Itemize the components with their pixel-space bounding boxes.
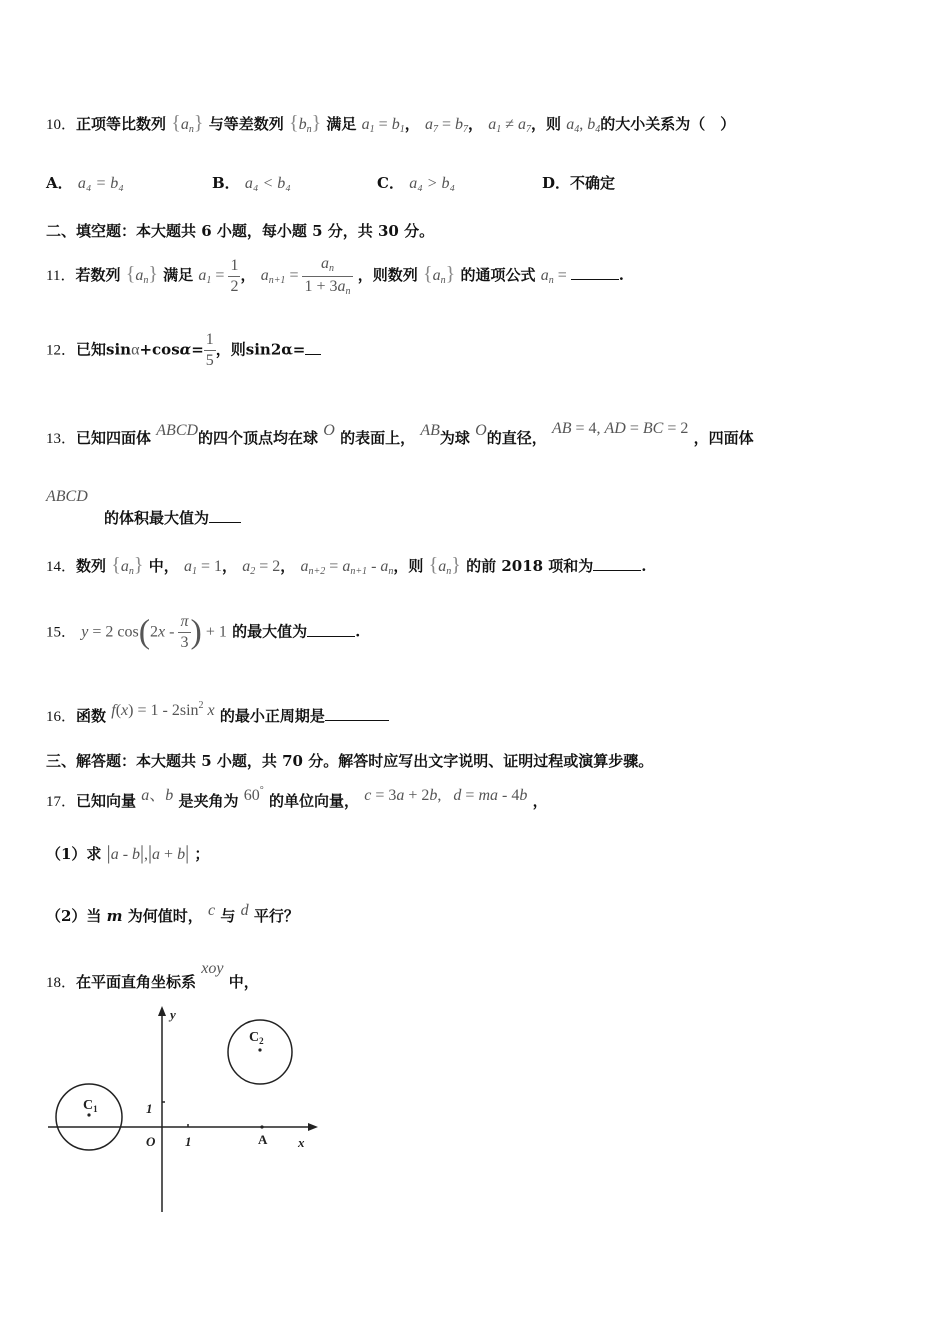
section-3-heading: 三、解答题：本大题共 5 小题，共 70 分。解答时应写出文字说明、证明过程或演算步骤。 — [46, 752, 654, 770]
circle-c1-center — [87, 1113, 90, 1116]
question-17-part-1: （1）求 |a - b|,|a + b| ； — [46, 842, 210, 864]
coordinate-figure — [44, 1000, 334, 1220]
question-11: 11．若数列 $\{a_n\}$ 满足 $a_1$ = $\frac{1}{2}$ ， $a_{n+1}$ = $\frac{a_n}{1 + 3a_n}$ ，则数列 $\{a_n\}$ 的通项公式 $a_n$ = . — [46, 255, 624, 297]
question-12: 12．已知sinα+cosα= $\frac{1}{5}$ ，则sin2α= — [46, 330, 321, 371]
option-d: D．不确定 — [542, 174, 616, 192]
question-16: 16．函数 $f(x) = 1 - 2\sin^2$ x 的最小正周期是 — [46, 700, 389, 726]
y-tick-label: 1 — [146, 1101, 153, 1116]
y-axis-label: y — [170, 1007, 176, 1022]
x-tick-label: 1 — [185, 1134, 192, 1149]
option-a: A． a₄ = b₄ — [46, 174, 124, 192]
origin-label: O — [146, 1134, 156, 1149]
option-c: C． a₄ > b₄ — [377, 174, 456, 192]
question-14: 14．数列 $\{a_n\}$ 中， $a_1 = 1$， $a_2 = 2$， $a_{n+2} = a_{n+1} - a_n$，则 $\{a_n\}$ 的前 2018 项和为 . — [46, 554, 647, 577]
circle-c1 — [56, 1084, 122, 1150]
point-a-label: A — [258, 1132, 268, 1147]
question-13-cont: ABCD 的体积最大值为 — [46, 488, 183, 534]
section-2-heading: 二、填空题：本大题共 6 小题，每小题 5 分，共 30 分。 — [46, 222, 435, 240]
question-15: 15． y = 2 cos(2x - $\frac{\pi}{3}$ ) + 1 的最大值为 . — [46, 613, 361, 651]
question-13: 13．已知四面体 ABCD的四个顶点均在球 O 的表面上， AB为球 O的直径， AB = 4, AD = BC = 2 ，四面体 — [46, 420, 754, 447]
x-axis-arrow — [308, 1123, 318, 1131]
circle-c1-label: $C_1$ — [83, 1098, 98, 1114]
circle-c2-label: $C_2$ — [249, 1030, 264, 1046]
x-axis-label: x — [298, 1135, 305, 1150]
question-17-part-2: （2）当 m 为何值时， c 与 d 平行？ — [46, 902, 299, 925]
question-10: 10．正项等比数列 $\{a_n\}$ 与等差数列 $\{b_n\}$ 满足 $a_1 = b_1$， $a_7 = b_7$， $a_1 \ne a_7$，则 $a_4$, $b_4$的大小关系为（ ） — [46, 112, 736, 135]
circle-c2-center — [258, 1048, 261, 1051]
question-17: 17．已知向量 a、b 是夹角为 60° 的单位向量， c = 3a + 2b, d = ma - 4b ， — [46, 785, 548, 810]
circle-c2 — [228, 1020, 292, 1084]
point-a — [260, 1125, 263, 1128]
question-18: 18．在平面直角坐标系 xoy 中， — [46, 960, 259, 991]
option-b: B． a₄ < b₄ — [212, 174, 291, 192]
y-axis-arrow — [158, 1006, 166, 1016]
